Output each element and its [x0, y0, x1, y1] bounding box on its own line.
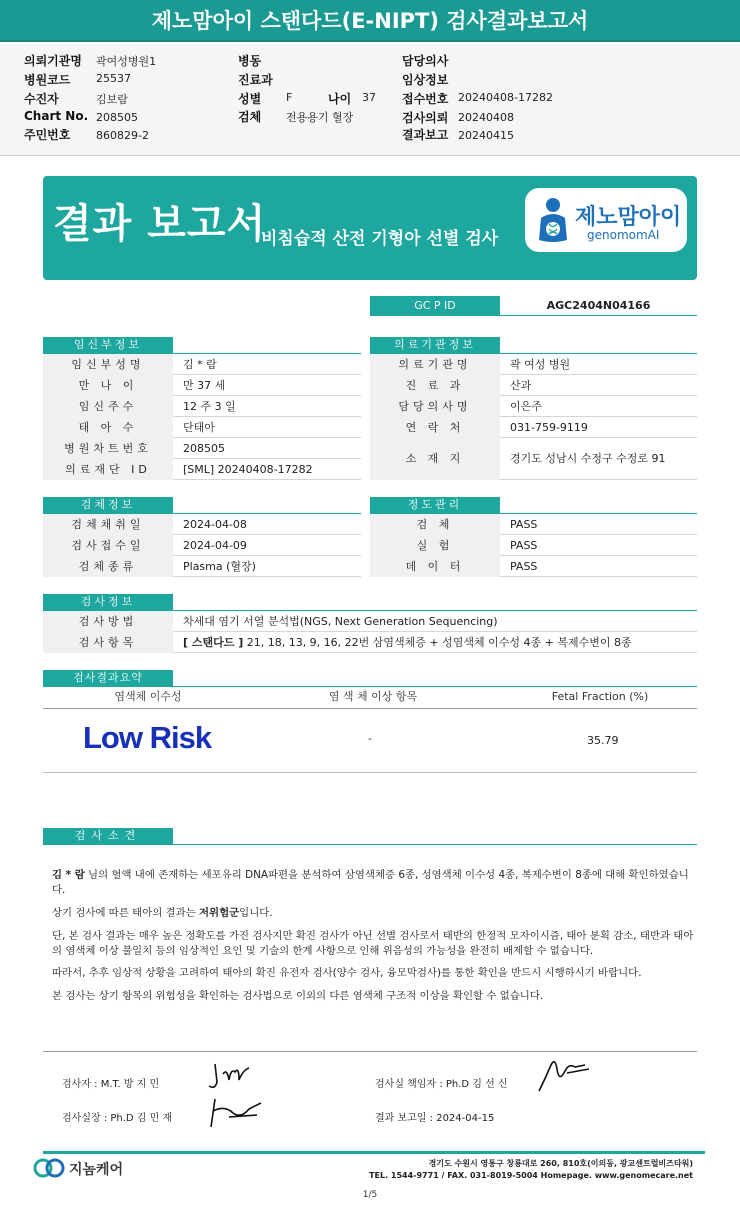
findings-paragraph-2 [52, 906, 697, 921]
findings-p2-post: 입니다. [239, 907, 273, 919]
test-items-tag: [ 스탠다드 ] [183, 636, 244, 649]
logo-korean: 제노맘아이 [575, 205, 682, 230]
summary-header-row [43, 687, 697, 709]
qc-label: 실 험 [370, 535, 500, 556]
findings-paragraph-5: 본 검사는 상기 항목의 위험성을 확인하는 검사법으로 이외의 다른 염색체 구조적 이상을 확인할 수 없습니다. [52, 990, 544, 1002]
institution-label: 진 료 과 [370, 375, 500, 396]
institution-value: 031-759-9119 [510, 421, 588, 434]
gcpid-value: AGC2404N04166 [500, 296, 697, 316]
chart-value: 208505 [96, 111, 138, 124]
test-method-value: 차세대 염기 서열 분석법(NGS, Next Generation Sequencing) [183, 615, 498, 628]
institution-row [370, 396, 697, 417]
request-value: 20240408 [458, 111, 514, 124]
age-value: 37 [362, 91, 376, 104]
institution-value: 곽 여성 병원 [510, 358, 571, 371]
pregnant-row [43, 396, 361, 417]
report-title: 제노맘아이 스탠다드(E-NIPT) 검사결과보고서 [151, 9, 589, 33]
pregnant-value: 김 * 람 [183, 358, 217, 371]
institution-row [370, 354, 697, 375]
summary-result-row [43, 710, 697, 773]
gcpid-label: GC P ID [370, 296, 500, 316]
doctor-label: 담당의사 [402, 54, 449, 68]
page-number: 1/5 [362, 1190, 378, 1200]
lab-chief-line: 검사실장 : Ph.D 김 민 재 [62, 1113, 173, 1124]
pregnant-label: 만 나 이 [43, 375, 173, 396]
mother-logo-icon [533, 196, 573, 244]
pregnant-value: 만 37 세 [183, 379, 226, 392]
findings-p1-text: 님의 혈액 내에 존재하는 세포유리 DNA파편을 분석하여 삼염색체증 6종, 성염색체 이수성 4종, 복제수변이 8종에 대해 확인하였습니다. [52, 869, 689, 896]
summary-heading: 검사결과요약 [43, 670, 173, 686]
qc-row [370, 556, 697, 577]
pregnant-value: 208505 [183, 442, 225, 455]
qc-heading: 정도관리 [370, 497, 500, 513]
pregnant-row [43, 417, 361, 438]
abnormal-items: - [368, 732, 372, 745]
idno-value: 860829-2 [96, 129, 149, 142]
pregnant-row [43, 438, 361, 459]
fetal-fraction: 35.79 [587, 734, 619, 747]
findings-p2-bold: 저위험군 [199, 907, 240, 919]
company-name: 지놈케어 [69, 1162, 124, 1178]
summary-col-aneuploidy: 염색체 이수성 [114, 690, 182, 703]
qc-label: 데 이 터 [370, 556, 500, 577]
institution-label: 소 재 지 [370, 438, 500, 480]
sex-value: F [286, 91, 293, 104]
code-value: 25537 [96, 72, 131, 85]
test-method-label: 검사방법 [43, 611, 173, 632]
qc-value: PASS [510, 518, 538, 531]
specimen-value: Plasma (혈장) [183, 560, 256, 573]
test-heading: 검사정보 [43, 594, 173, 610]
lab-chief-signature-icon [205, 1095, 265, 1131]
specimen-heading: 검체정보 [43, 497, 173, 513]
report-title-bar [0, 0, 740, 42]
tester-signature-icon [205, 1060, 260, 1092]
summary-col-ff: Fetal Fraction (%) [551, 690, 649, 703]
specimen-label: 검체 [238, 110, 262, 124]
specimen-value: 2024-04-09 [183, 539, 247, 552]
code-label: 병원코드 [24, 73, 71, 87]
findings-paragraph-3: 단, 본 검사 결과는 매우 높은 정확도를 가진 검사지만 확진 검사가 아닌 선별 검사로서 태반의 한정적 모자이시즘, 태아 분획 감소, 태반과 태아의 염색체 이상 불일치 등의 임상적인 요인 및 기술의 한계 사항으로 인해 위음성의 가능성을 완전히 배제할 수 없습니다. [52, 930, 694, 957]
pregnant-value: 단태아 [183, 421, 215, 434]
test-items-label: 검사항목 [43, 632, 173, 653]
institution-value: 산과 [510, 379, 532, 392]
idno-label: 주민번호 [24, 128, 71, 142]
test-method-row [43, 611, 697, 632]
institution-row [370, 375, 697, 396]
genomom-logo [525, 188, 687, 252]
result-banner [43, 176, 697, 280]
qc-row [370, 514, 697, 535]
dept-label: 진료과 [238, 73, 273, 87]
chart-label: Chart No. [24, 109, 89, 123]
risk-result: Low Risk [83, 720, 212, 755]
pregnant-label: 태 아 수 [43, 417, 173, 438]
qc-row [370, 535, 697, 556]
findings-p2-pre: 상기 검사에 따른 태아의 결과는 [52, 907, 199, 919]
qc-value: PASS [510, 539, 538, 552]
test-items-row [43, 632, 697, 653]
logo-english: genomomAI [587, 228, 660, 242]
banner-subtitle: 비침습적 산전 기형아 선별 검사 [261, 229, 499, 249]
pregnant-label: 의료재단 ID [43, 459, 173, 480]
lab-manager-signature-icon [535, 1055, 595, 1095]
institution-row [370, 417, 697, 438]
lab-manager-line: 검사실 책임자 : Ph.D 김 선 신 [375, 1079, 508, 1090]
pregnant-value: [SML] 20240408-17282 [183, 463, 313, 476]
specimen-label: 검체채취일 [43, 514, 173, 535]
institution-value: 경기도 성남시 수정구 수정로 91 [510, 452, 666, 465]
summary-col-abnormal: 염 색 체 이상 항목 [328, 690, 418, 703]
test-items-text: 21, 18, 13, 9, 16, 22번 삼염색체증 + 성염색체 이수성 4종 + 복제수변이 8종 [243, 636, 632, 649]
institution-heading: 의료기관정보 [370, 337, 500, 353]
hospital-label: 의뢰기관명 [24, 54, 82, 68]
pregnant-row [43, 459, 361, 480]
specimen-value: 전용용기 혈장 [286, 111, 354, 124]
pregnant-label: 임신주수 [43, 396, 173, 417]
institution-value: 이은주 [510, 400, 542, 413]
header-info [0, 44, 740, 156]
specimen-value: 2024-04-08 [183, 518, 247, 531]
institution-label: 연 락 처 [370, 417, 500, 438]
age-label: 나이 [328, 92, 352, 106]
patient-name-bold: 김 * 람 [52, 869, 85, 881]
hospital-value: 곽여성병원1 [96, 55, 157, 68]
sex-label: 성별 [238, 92, 262, 106]
receipt-value: 20240408-17282 [458, 91, 553, 104]
request-label: 검사의뢰 [402, 111, 449, 125]
company-address: 경기도 수원시 영통구 창룡대로 260, 810호(이의동, 광교센트럴비즈타워) [428, 1159, 693, 1168]
findings-paragraph-1 [52, 868, 697, 898]
patient-label: 수진자 [24, 92, 59, 106]
findings-heading: 검사소견 [43, 828, 173, 844]
specimen-label: 검사접수일 [43, 535, 173, 556]
pregnant-label: 임신부성명 [43, 354, 173, 375]
report-value: 20240415 [458, 129, 514, 142]
receipt-label: 접수번호 [402, 92, 449, 106]
pregnant-heading: 임신부정보 [43, 337, 173, 353]
specimen-row [43, 535, 361, 556]
banner-title: 결과 보고서 [53, 201, 267, 247]
company-contact: TEL. 1544-9771 / FAX. 031-8019-5004 Homepage. www.genomecare.net [369, 1171, 693, 1180]
qc-value: PASS [510, 560, 538, 573]
specimen-row [43, 556, 361, 577]
pregnant-row [43, 375, 361, 396]
specimen-label: 검체종류 [43, 556, 173, 577]
clinical-label: 임상정보 [402, 73, 449, 87]
patient-value: 김보람 [96, 93, 128, 106]
report-date-line: 결과 보고일 : 2024-04-15 [375, 1113, 495, 1124]
pregnant-value: 12 주 3 일 [183, 400, 236, 413]
report-label: 결과보고 [402, 128, 449, 142]
test-items-value [173, 632, 632, 653]
pregnant-label: 병원차트번호 [43, 438, 173, 459]
genomecare-logo-icon [33, 1158, 67, 1178]
specimen-row [43, 514, 361, 535]
institution-row [370, 438, 697, 480]
findings-paragraph-4: 따라서, 추후 임상적 상황을 고려하여 태아의 확진 유전자 검사(양수 검사, 융모막검사)를 통한 확인을 반드시 시행하시기 바랍니다. [52, 967, 642, 979]
institution-label: 의료기관명 [370, 354, 500, 375]
institution-label: 담당의사명 [370, 396, 500, 417]
tester-line: 검사자 : M.T. 방 지 민 [62, 1079, 160, 1090]
qc-label: 검 체 [370, 514, 500, 535]
ward-label: 병동 [238, 54, 262, 68]
pregnant-row [43, 354, 361, 375]
